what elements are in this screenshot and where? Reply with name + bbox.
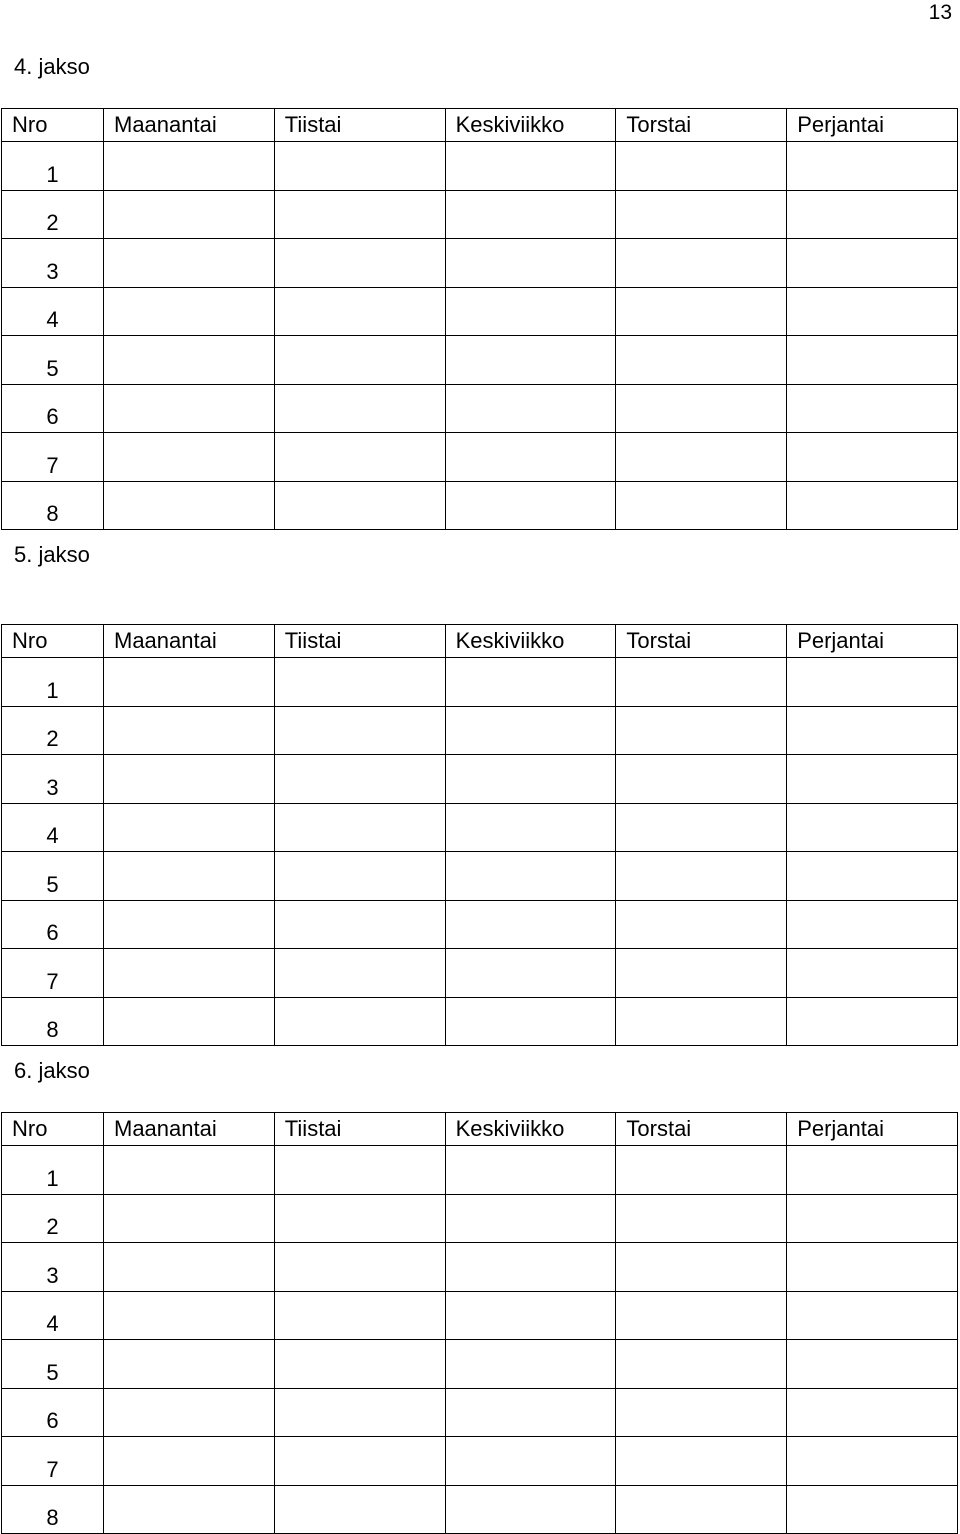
cell-tuesday[interactable] xyxy=(274,755,445,804)
cell-wednesday[interactable] xyxy=(445,658,616,707)
row-number: 4 xyxy=(2,1291,104,1340)
cell-tuesday[interactable] xyxy=(274,852,445,901)
cell-tuesday[interactable] xyxy=(274,1340,445,1389)
row-number: 7 xyxy=(2,433,104,482)
table-row xyxy=(2,1291,958,1340)
cell-wednesday[interactable] xyxy=(445,384,616,433)
column-header-thursday: Torstai xyxy=(616,109,787,142)
cell-friday[interactable] xyxy=(787,1388,958,1437)
cell-monday[interactable] xyxy=(104,997,275,1046)
column-header-friday: Perjantai xyxy=(787,1113,958,1146)
cell-monday[interactable] xyxy=(104,433,275,482)
table-row xyxy=(2,1388,958,1437)
column-header-tuesday: Tiistai xyxy=(274,625,445,658)
row-number: 8 xyxy=(2,997,104,1046)
cell-wednesday[interactable] xyxy=(445,1485,616,1534)
cell-wednesday[interactable] xyxy=(445,803,616,852)
header-row xyxy=(2,109,958,142)
cell-monday[interactable] xyxy=(104,755,275,804)
cell-wednesday[interactable] xyxy=(445,997,616,1046)
table-row xyxy=(2,658,958,707)
table-row xyxy=(2,1340,958,1389)
cell-wednesday[interactable] xyxy=(445,1340,616,1389)
cell-monday[interactable] xyxy=(104,481,275,530)
table-row xyxy=(2,803,958,852)
cell-tuesday[interactable] xyxy=(274,384,445,433)
cell-monday[interactable] xyxy=(104,190,275,239)
section-title: 6. jakso xyxy=(14,1058,90,1083)
cell-thursday[interactable] xyxy=(616,481,787,530)
cell-tuesday[interactable] xyxy=(274,239,445,288)
schedule-table xyxy=(1,1112,958,1534)
cell-friday[interactable] xyxy=(787,433,958,482)
cell-tuesday[interactable] xyxy=(274,1194,445,1243)
row-number: 2 xyxy=(2,190,104,239)
cell-monday[interactable] xyxy=(104,900,275,949)
column-header-nro: Nro xyxy=(2,625,104,658)
row-number: 2 xyxy=(2,706,104,755)
cell-monday[interactable] xyxy=(104,1388,275,1437)
cell-tuesday[interactable] xyxy=(274,997,445,1046)
header-row xyxy=(2,1113,958,1146)
column-header-monday: Maanantai xyxy=(104,1113,275,1146)
table-row xyxy=(2,706,958,755)
cell-tuesday[interactable] xyxy=(274,190,445,239)
cell-thursday[interactable] xyxy=(616,1146,787,1195)
schedule-table xyxy=(1,624,958,1046)
column-header-wednesday: Keskiviikko xyxy=(445,1113,616,1146)
cell-thursday[interactable] xyxy=(616,1291,787,1340)
cell-wednesday[interactable] xyxy=(445,1146,616,1195)
cell-tuesday[interactable] xyxy=(274,287,445,336)
cell-thursday[interactable] xyxy=(616,1194,787,1243)
cell-wednesday[interactable] xyxy=(445,949,616,998)
cell-tuesday[interactable] xyxy=(274,1485,445,1534)
cell-monday[interactable] xyxy=(104,1437,275,1486)
cell-monday[interactable] xyxy=(104,287,275,336)
cell-friday[interactable] xyxy=(787,1243,958,1292)
cell-thursday[interactable] xyxy=(616,142,787,191)
section-title: 4. jakso xyxy=(14,54,90,79)
cell-tuesday[interactable] xyxy=(274,803,445,852)
column-header-monday: Maanantai xyxy=(104,625,275,658)
cell-thursday[interactable] xyxy=(616,239,787,288)
cell-thursday[interactable] xyxy=(616,755,787,804)
row-number: 4 xyxy=(2,803,104,852)
cell-wednesday[interactable] xyxy=(445,481,616,530)
cell-monday[interactable] xyxy=(104,658,275,707)
table-row xyxy=(2,336,958,385)
cell-monday[interactable] xyxy=(104,706,275,755)
cell-wednesday[interactable] xyxy=(445,239,616,288)
table-row xyxy=(2,433,958,482)
cell-tuesday[interactable] xyxy=(274,1243,445,1292)
cell-friday[interactable] xyxy=(787,706,958,755)
cell-thursday[interactable] xyxy=(616,803,787,852)
cell-thursday[interactable] xyxy=(616,384,787,433)
cell-thursday[interactable] xyxy=(616,1340,787,1389)
column-header-tuesday: Tiistai xyxy=(274,109,445,142)
cell-monday[interactable] xyxy=(104,1146,275,1195)
table-row xyxy=(2,997,958,1046)
cell-wednesday[interactable] xyxy=(445,433,616,482)
cell-thursday[interactable] xyxy=(616,287,787,336)
cell-monday[interactable] xyxy=(104,1340,275,1389)
cell-tuesday[interactable] xyxy=(274,900,445,949)
table-row xyxy=(2,142,958,191)
cell-friday[interactable] xyxy=(787,142,958,191)
row-number: 7 xyxy=(2,1437,104,1486)
cell-thursday[interactable] xyxy=(616,949,787,998)
cell-friday[interactable] xyxy=(787,658,958,707)
row-number: 3 xyxy=(2,755,104,804)
cell-thursday[interactable] xyxy=(616,658,787,707)
table-row xyxy=(2,755,958,804)
column-header-nro: Nro xyxy=(2,109,104,142)
cell-monday[interactable] xyxy=(104,1194,275,1243)
column-header-friday: Perjantai xyxy=(787,625,958,658)
cell-friday[interactable] xyxy=(787,336,958,385)
table-row xyxy=(2,481,958,530)
table-row xyxy=(2,1194,958,1243)
row-number: 3 xyxy=(2,239,104,288)
cell-thursday[interactable] xyxy=(616,1485,787,1534)
cell-friday[interactable] xyxy=(787,1194,958,1243)
cell-thursday[interactable] xyxy=(616,1437,787,1486)
cell-monday[interactable] xyxy=(104,142,275,191)
column-header-thursday: Torstai xyxy=(616,625,787,658)
cell-monday[interactable] xyxy=(104,1243,275,1292)
cell-monday[interactable] xyxy=(104,803,275,852)
cell-tuesday[interactable] xyxy=(274,658,445,707)
table-row xyxy=(2,190,958,239)
cell-thursday[interactable] xyxy=(616,706,787,755)
cell-friday[interactable] xyxy=(787,949,958,998)
cell-friday[interactable] xyxy=(787,755,958,804)
table-row xyxy=(2,1146,958,1195)
table-row xyxy=(2,1243,958,1292)
table-row xyxy=(2,287,958,336)
table-row xyxy=(2,900,958,949)
cell-friday[interactable] xyxy=(787,481,958,530)
section-title: 5. jakso xyxy=(14,542,90,567)
cell-monday[interactable] xyxy=(104,852,275,901)
table-row xyxy=(2,949,958,998)
cell-friday[interactable] xyxy=(787,1291,958,1340)
cell-wednesday[interactable] xyxy=(445,1243,616,1292)
cell-monday[interactable] xyxy=(104,1291,275,1340)
cell-thursday[interactable] xyxy=(616,852,787,901)
row-number: 7 xyxy=(2,949,104,998)
table-row xyxy=(2,852,958,901)
cell-friday[interactable] xyxy=(787,287,958,336)
row-number: 8 xyxy=(2,1485,104,1534)
cell-thursday[interactable] xyxy=(616,997,787,1046)
row-number: 5 xyxy=(2,336,104,385)
row-number: 4 xyxy=(2,287,104,336)
cell-monday[interactable] xyxy=(104,949,275,998)
cell-monday[interactable] xyxy=(104,239,275,288)
row-number: 5 xyxy=(2,1340,104,1389)
cell-friday[interactable] xyxy=(787,1437,958,1486)
row-number: 1 xyxy=(2,142,104,191)
cell-tuesday[interactable] xyxy=(274,949,445,998)
cell-wednesday[interactable] xyxy=(445,1437,616,1486)
cell-friday[interactable] xyxy=(787,190,958,239)
schedule-table xyxy=(1,108,958,530)
row-number: 5 xyxy=(2,852,104,901)
cell-monday[interactable] xyxy=(104,1485,275,1534)
column-header-tuesday: Tiistai xyxy=(274,1113,445,1146)
cell-friday[interactable] xyxy=(787,1146,958,1195)
cell-wednesday[interactable] xyxy=(445,1291,616,1340)
row-number: 3 xyxy=(2,1243,104,1292)
cell-tuesday[interactable] xyxy=(274,1437,445,1486)
cell-wednesday[interactable] xyxy=(445,1388,616,1437)
cell-monday[interactable] xyxy=(104,336,275,385)
cell-tuesday[interactable] xyxy=(274,1388,445,1437)
cell-thursday[interactable] xyxy=(616,336,787,385)
cell-tuesday[interactable] xyxy=(274,1146,445,1195)
row-number: 1 xyxy=(2,1146,104,1195)
cell-thursday[interactable] xyxy=(616,1388,787,1437)
column-header-nro: Nro xyxy=(2,1113,104,1146)
page-number: 13 xyxy=(928,1,952,24)
row-number: 6 xyxy=(2,1388,104,1437)
cell-thursday[interactable] xyxy=(616,900,787,949)
cell-wednesday[interactable] xyxy=(445,1194,616,1243)
cell-wednesday[interactable] xyxy=(445,755,616,804)
cell-wednesday[interactable] xyxy=(445,336,616,385)
cell-wednesday[interactable] xyxy=(445,190,616,239)
cell-tuesday[interactable] xyxy=(274,1291,445,1340)
cell-friday[interactable] xyxy=(787,1485,958,1534)
row-number: 6 xyxy=(2,900,104,949)
cell-friday[interactable] xyxy=(787,239,958,288)
cell-friday[interactable] xyxy=(787,997,958,1046)
cell-wednesday[interactable] xyxy=(445,706,616,755)
cell-friday[interactable] xyxy=(787,1340,958,1389)
row-number: 2 xyxy=(2,1194,104,1243)
cell-thursday[interactable] xyxy=(616,433,787,482)
cell-friday[interactable] xyxy=(787,803,958,852)
cell-tuesday[interactable] xyxy=(274,433,445,482)
table-row xyxy=(2,239,958,288)
cell-wednesday[interactable] xyxy=(445,900,616,949)
column-header-wednesday: Keskiviikko xyxy=(445,109,616,142)
cell-monday[interactable] xyxy=(104,384,275,433)
cell-friday[interactable] xyxy=(787,852,958,901)
cell-tuesday[interactable] xyxy=(274,706,445,755)
cell-friday[interactable] xyxy=(787,384,958,433)
cell-thursday[interactable] xyxy=(616,1243,787,1292)
cell-tuesday[interactable] xyxy=(274,336,445,385)
cell-friday[interactable] xyxy=(787,900,958,949)
cell-wednesday[interactable] xyxy=(445,287,616,336)
cell-thursday[interactable] xyxy=(616,190,787,239)
column-header-thursday: Torstai xyxy=(616,1113,787,1146)
cell-wednesday[interactable] xyxy=(445,852,616,901)
row-number: 8 xyxy=(2,481,104,530)
column-header-friday: Perjantai xyxy=(787,109,958,142)
header-row xyxy=(2,625,958,658)
row-number: 6 xyxy=(2,384,104,433)
column-header-monday: Maanantai xyxy=(104,109,275,142)
cell-tuesday[interactable] xyxy=(274,481,445,530)
table-row xyxy=(2,1485,958,1534)
table-row xyxy=(2,1437,958,1486)
table-row xyxy=(2,384,958,433)
row-number: 1 xyxy=(2,658,104,707)
column-header-wednesday: Keskiviikko xyxy=(445,625,616,658)
cell-wednesday[interactable] xyxy=(445,142,616,191)
cell-tuesday[interactable] xyxy=(274,142,445,191)
